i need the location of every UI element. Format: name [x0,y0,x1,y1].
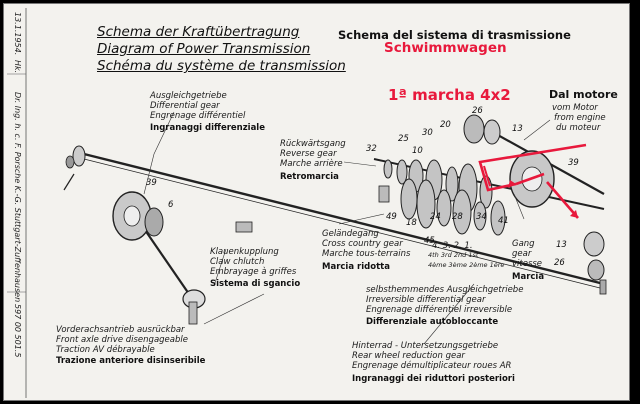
stamp-date: 13.1.1954. [13,12,22,56]
part-number-26-bottom: 26 [554,258,565,268]
rear-fr: Engrenage démultiplicateur roues AR [352,361,512,371]
part-number-28: 28 [452,212,463,222]
cc-en: Cross country gear [322,239,403,249]
sld-fr: Engrenage différentiel irreversible [366,305,513,315]
engine-en: from engine [554,113,606,123]
diff-en: Differential gear [150,101,220,111]
sld-en: Irreversible differential gear [366,295,486,305]
front-differential [113,192,163,240]
claw-fr: Embrayage à griffes [210,267,297,277]
gears-row-1: 4. 3. 2. 1. [432,241,473,251]
part-number-18: 18 [406,218,417,228]
rear-en: Rear wheel reduction gear [352,351,465,361]
overlay-gear: 1ª marcha 4x2 [388,86,511,104]
gear-it: Marcia [512,272,545,282]
part-number-39-left: 39 [146,178,157,188]
paper-sheet [3,3,630,401]
part-number-20: 20 [440,120,451,130]
part-number-25: 25 [398,134,409,144]
title-it: Schema del sistema di trasmissione [338,28,571,42]
stamp-drawing-number: 597 00 501.5 [13,304,22,358]
claw-it: Sistema di sgancio [210,279,301,289]
stamp-firm: Dr. Ing. h. c. F. Porsche K.-G. Stuttgart-Zuffenhausen [13,92,22,303]
part-number-10: 10 [412,146,423,156]
rear-de: Hinterrad - Untersetzungsgetriebe [352,341,499,351]
sld-de: selbsthemmendes Ausgleichgetriebe [366,285,524,295]
gears-row-2: 4th 3rd 2nd 1st [428,251,479,259]
part-number-49: 49 [386,212,397,222]
front-de: Vorderachsantrieb ausrückbar [56,325,185,335]
rear-it: Ingranaggi dei riduttori posteriori [352,374,515,384]
rev-en: Reverse gear [280,149,337,159]
title-en: Diagram of Power Transmission [97,41,311,57]
overlay-vehicle: Schwimmwagen [384,40,507,56]
part-number-13-top: 13 [512,124,523,134]
cc-fr: Marche tous-terrains [322,249,411,259]
part-number-13-bottom: 13 [556,240,567,250]
title-de: Schema der Kraftübertragung [97,24,300,40]
claw-de: Klauenkupplung [210,247,279,257]
part-number-26-top: 26 [472,106,483,116]
gear-en: gear [512,249,532,259]
gear-fr: vitesse [512,259,543,269]
title-fr: Schéma du système de transmission [97,58,346,74]
part-number-32: 32 [366,144,377,154]
claw-en: Claw chlutch [210,257,265,267]
front-fr: Traction AV débrayable [56,345,155,355]
part-number-34: 34 [476,212,487,222]
cc-de: Geländegang [322,229,379,239]
rev-it: Retromarcia [280,172,339,182]
diff-de: Ausgleichgetriebe [150,91,227,101]
part-number-41: 41 [498,216,509,226]
sld-it: Differenziale autobloccante [366,317,499,327]
diff-fr: Engrenage différentiel [150,111,246,121]
stamp-initials: Hk. [13,60,22,74]
rev-fr: Marche arrière [280,159,343,169]
part-number-45: 45 [424,236,435,246]
front-en: Front axle drive disengageable [56,335,188,345]
part-number-39-right: 39 [568,158,579,168]
overlay-engine: Dal motore [549,88,618,101]
cc-it: Marcia ridotta [322,262,390,272]
engine-fr: du moteur [556,123,601,133]
gears-row-3: 4ème 3ème 2ème 1ère [428,261,505,269]
part-number-30: 30 [422,128,433,138]
left-shaft-end [64,146,85,190]
engine-de: vom Motor [552,103,598,113]
diff-it: Ingranaggi differenziale [150,123,265,133]
rev-de: Rückwärtsgang [280,139,346,149]
gear-cluster [384,160,505,235]
title-block [97,24,346,75]
part-number-6: 6 [168,200,174,210]
part-number-24: 24 [430,212,441,222]
front-it: Trazione anteriore disinseribile [56,356,206,366]
gear-de: Gang [512,239,535,249]
